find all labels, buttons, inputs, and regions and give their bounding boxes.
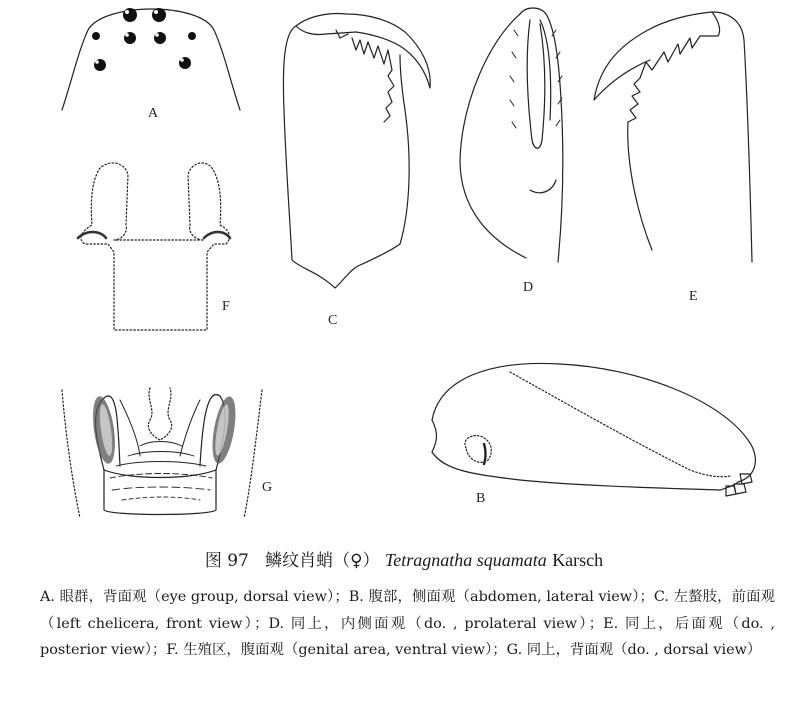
- caption-item-d: D. 同上，内侧面观（do. , prolateral view）；: [268, 615, 604, 632]
- label-panel-f: F: [222, 299, 230, 314]
- figure-caption: [40, 584, 775, 664]
- figure-common-name: 鳞纹肖蛸（♀）: [265, 551, 380, 571]
- figure-scientific-name: Tetragnatha squamata: [384, 550, 547, 570]
- eye-ame-right: [152, 8, 166, 22]
- label-panel-b: B: [476, 491, 486, 506]
- figure-author: Karsch: [552, 550, 604, 570]
- panel-b-abdomen-lateral: [432, 363, 755, 496]
- figure-title: [0, 546, 808, 571]
- label-panel-g: G: [262, 480, 273, 495]
- caption-item-e: E. 同上，后面观（do. , posterior view）；: [40, 615, 775, 658]
- figure-number: 图 97: [204, 551, 249, 571]
- label-panel-c: C: [328, 313, 338, 328]
- panel-e-chelicera-posterior: [594, 12, 752, 262]
- panel-d-chelicera-prolateral: [460, 8, 563, 262]
- caption-item-g: G. 同上，背面观（do. , dorsal view）: [506, 642, 762, 658]
- label-panel-a: A: [148, 106, 159, 121]
- caption-item-f: F. 生殖区，腹面观（genital area, ventral view）；: [166, 642, 507, 658]
- caption-item-c: C. 左螯肢，前面观（left chelicera, front view）；: [40, 589, 775, 632]
- label-panel-d: D: [523, 280, 534, 295]
- caption-item-b: B. 腹部，侧面观（abdomen, lateral view）；: [348, 589, 654, 605]
- eye-ame-left: [123, 8, 137, 22]
- eye-ple-right: [188, 32, 196, 40]
- eye-ple-left: [92, 32, 100, 40]
- panel-a-eye-group: [62, 8, 240, 110]
- label-panel-e: E: [689, 289, 698, 304]
- panel-c-chelicera-front: [283, 14, 430, 289]
- panel-f-genital-area-ventral: [81, 163, 229, 330]
- caption-item-a: A. 眼群，背面观（eye group, dorsal view）；: [40, 589, 349, 605]
